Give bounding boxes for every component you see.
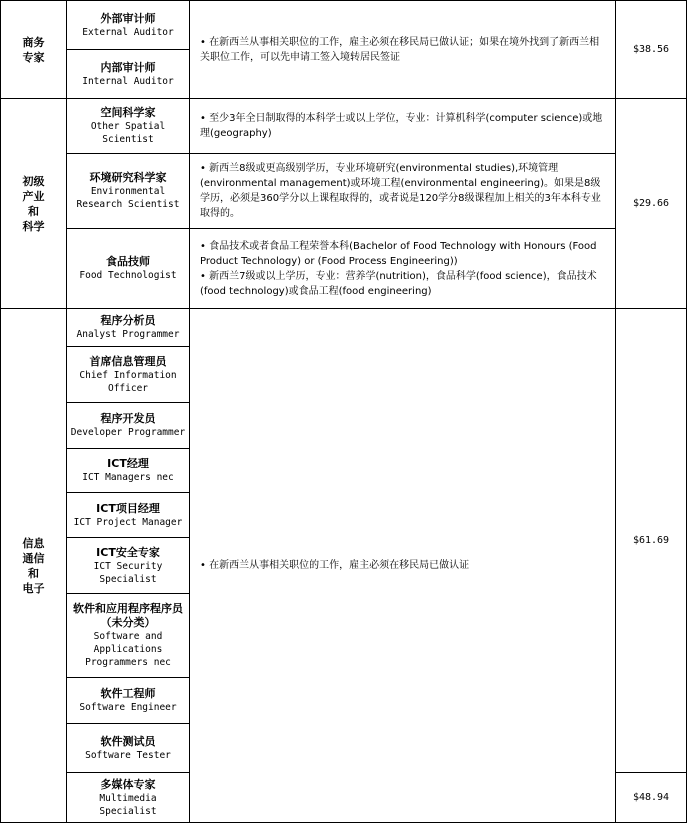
category-label: 和 <box>28 204 39 218</box>
job-title-en: Programmers nec <box>85 657 171 668</box>
category-business <box>1 1 67 99</box>
table-row <box>1 1 687 50</box>
job-title-zh: 空间科学家 <box>100 106 156 119</box>
job-spatial-scientist <box>67 99 190 154</box>
job-title-en: Multimedia <box>99 792 157 804</box>
job-title-en: ICT Managers nec <box>82 472 174 483</box>
requirement-environmental-scientist <box>190 154 616 229</box>
job-title-en: Software Tester <box>85 749 171 761</box>
job-multimedia-specialist <box>67 773 190 823</box>
salary-ict: $61.69 <box>616 309 687 773</box>
job-title-en: Chief Information <box>79 369 177 381</box>
category-label: 电子 <box>22 581 45 595</box>
job-software-tester <box>67 724 190 773</box>
requirement-text: • 食品技术或者食品工程荣誉本科(Bachelor of Food Technology with Honours (Food Product Technology) or (Food Process Engineering)) <box>200 240 597 267</box>
job-title-zh: ICT经理 <box>107 457 149 470</box>
job-title-en: Analyst Programmer <box>76 329 180 340</box>
salary-primary-science: $29.66 <box>616 99 687 309</box>
requirement-food-technologist <box>190 229 616 309</box>
job-food-technologist <box>67 229 190 309</box>
job-environmental-scientist <box>67 154 190 229</box>
category-primary-science <box>1 99 67 309</box>
job-title-zh: 多媒体专家 <box>100 777 156 791</box>
job-title-zh: 首席信息管理员 <box>89 354 167 368</box>
job-software-engineer <box>67 678 190 724</box>
category-label: 初级 <box>22 174 45 188</box>
requirement-spatial-scientist <box>190 99 616 154</box>
job-cio <box>67 347 190 403</box>
job-title-en: Applications <box>93 644 163 655</box>
job-title-en: Other Spatial <box>90 121 166 132</box>
category-label: 科学 <box>22 219 45 233</box>
job-title-zh: 软件工程师 <box>100 687 156 700</box>
job-title-en: Environmental <box>90 186 166 197</box>
requirement-text: • 在新西兰从事相关职位的工作，雇主必须在移民局已做认证 <box>200 560 470 571</box>
requirement-business <box>190 1 616 99</box>
table-row <box>1 229 687 309</box>
category-label: 产业 <box>22 189 45 203</box>
job-ict-manager <box>67 449 190 493</box>
job-title-zh: 环境研究科学家 <box>89 171 167 184</box>
requirement-text: • 至少3年全日制取得的本科学士或以上学位，专业：计算机科学(computer science)或地理(geography) <box>200 113 603 139</box>
job-title-zh: 程序开发员 <box>100 412 156 425</box>
category-label: 信息 <box>22 536 45 550</box>
category-label: 商务 <box>22 35 45 49</box>
job-title-zh: 软件测试员 <box>100 734 156 748</box>
job-title-en: Food Technologist <box>79 270 177 281</box>
job-internal-auditor <box>67 50 190 99</box>
job-title-en: ICT Project Manager <box>73 516 183 528</box>
requirement-text: • 在新西兰从事相关职位的工作，雇主必须在移民局已做认证；如果在境外找到了新西兰相关职位工作，可以先申请工签入境转居民签证 <box>200 36 600 63</box>
job-title-en: ICT Security <box>93 560 163 572</box>
job-title-zh: ICT安全专家 <box>96 545 160 559</box>
requirement-text: • 新西兰7级或以上学历，专业：营养学(nutrition)，食品科学(food science)，食品技术(food technology)或食品工程(food engineering) <box>200 270 597 297</box>
requirement-text: • 新西兰8级或更高级别学历，专业环境研究(environmental studies),环境管理(environmental management)或环境工程(environmental engineering)。如果是8级学历，必须是360学分以上课程取得的，或者说是120学分8级课程加上相关的3年本科专业取得的。 <box>200 163 601 219</box>
job-title-en: Software Engineer <box>79 702 177 713</box>
job-title-en: Officer <box>107 382 149 394</box>
job-title-en: Scientist <box>102 134 154 145</box>
job-title-en: Research Scientist <box>76 199 180 210</box>
job-title-en: Developer Programmer <box>70 427 186 438</box>
category-ict <box>1 309 67 823</box>
job-title-en: Specialist <box>99 805 157 817</box>
job-title-zh: 软件和应用程序程序员（未分类） <box>73 602 183 629</box>
job-title-en: Internal Auditor <box>82 75 174 87</box>
job-title-zh: ICT项目经理 <box>96 501 160 515</box>
table-row <box>1 309 687 347</box>
salary-multimedia: $48.94 <box>616 773 687 823</box>
category-label: 和 <box>28 566 39 580</box>
job-analyst-programmer <box>67 309 190 347</box>
job-title-zh: 食品技师 <box>106 255 150 268</box>
job-software-app-programmer <box>67 594 190 678</box>
table-row <box>1 99 687 154</box>
category-label: 通信 <box>22 551 45 565</box>
job-external-auditor <box>67 1 190 50</box>
requirement-ict <box>190 309 616 823</box>
salary-business: $38.56 <box>616 1 687 99</box>
job-title-en: Software and <box>93 631 163 642</box>
job-title-zh: 内部审计师 <box>100 60 156 74</box>
job-title-zh: 程序分析员 <box>100 314 156 327</box>
table-row <box>1 154 687 229</box>
job-title-zh: 外部审计师 <box>100 11 156 25</box>
job-ict-project-manager <box>67 493 190 538</box>
job-ict-security <box>67 538 190 594</box>
job-title-en: Specialist <box>99 573 157 585</box>
category-label: 专家 <box>22 50 45 64</box>
job-title-en: External Auditor <box>82 26 174 38</box>
job-developer-programmer <box>67 403 190 449</box>
